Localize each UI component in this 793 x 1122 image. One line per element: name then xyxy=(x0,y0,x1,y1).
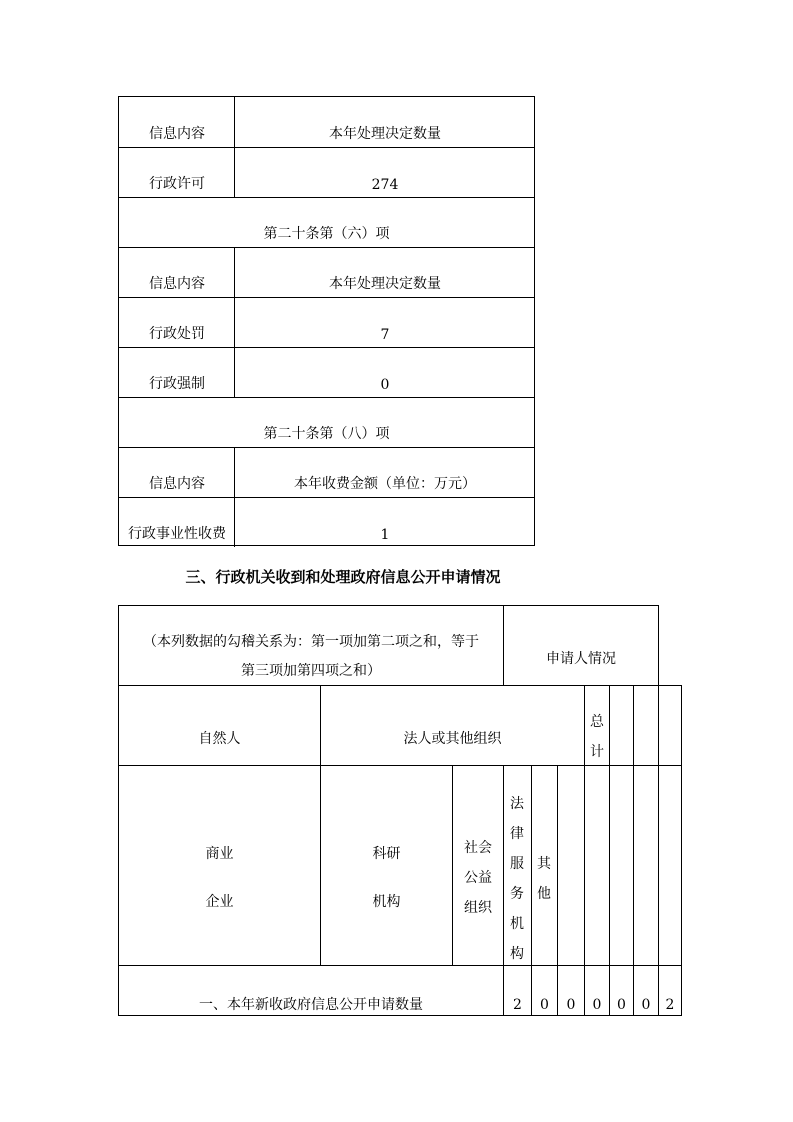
row-admin-penalty-value: 7 xyxy=(380,327,390,343)
research-institution-line-1: 科研 xyxy=(372,846,401,862)
header-info-content: 信息内容 xyxy=(149,126,205,142)
row-new-applications-value-3: 0 xyxy=(566,997,576,1013)
row-new-applications-value-1: 2 xyxy=(513,997,522,1013)
note-line-1: （本列数据的勾稽关系为：第一项加第二项之和，等于 xyxy=(143,634,479,650)
row-admin-license-value: 274 xyxy=(371,177,399,193)
legal-service-char-5: 机 xyxy=(510,916,524,932)
other-char-2: 他 xyxy=(537,886,551,902)
row-admin-fee-label: 行政事业性收费 xyxy=(128,526,226,542)
row-new-applications-value-4: 0 xyxy=(592,997,602,1013)
other-char-1: 其 xyxy=(537,856,551,872)
section-article-20-8: 第二十条第（八）项 xyxy=(263,426,390,442)
applicant-header: 申请人情况 xyxy=(546,651,616,667)
row-new-applications-value-6: 0 xyxy=(641,997,651,1013)
header-decision-count-2: 本年处理决定数量 xyxy=(329,276,441,292)
section-title: 三、行政机关收到和处理政府信息公开申请情况 xyxy=(185,568,501,586)
row-admin-enforcement-label: 行政强制 xyxy=(149,376,205,392)
row-admin-license-label: 行政许可 xyxy=(149,176,205,192)
section-article-20-6: 第二十条第（六）项 xyxy=(263,226,390,242)
public-welfare-line-2: 公益 xyxy=(464,870,492,886)
legal-service-char-1: 法 xyxy=(510,796,524,812)
row-admin-fee-value: 1 xyxy=(380,527,390,543)
commercial-enterprise-line-2: 企业 xyxy=(205,894,234,910)
row-admin-penalty-label: 行政处罚 xyxy=(149,326,205,342)
header-info-content-3: 信息内容 xyxy=(149,476,205,492)
row-new-applications-label: 一、本年新收政府信息公开申请数量 xyxy=(199,997,423,1013)
legal-service-char-2: 律 xyxy=(510,826,524,842)
commercial-enterprise-line-1: 商业 xyxy=(205,846,234,862)
legal-org-header: 法人或其他组织 xyxy=(403,731,502,747)
row-new-applications-value-5: 0 xyxy=(617,997,626,1013)
research-institution-line-2: 机构 xyxy=(372,894,401,910)
decision-count-table xyxy=(118,96,535,546)
header-decision-count: 本年处理决定数量 xyxy=(329,126,441,142)
legal-service-char-3: 服 xyxy=(510,856,524,872)
total-header-char-1: 总 xyxy=(590,714,604,730)
row-new-applications-value-7: 2 xyxy=(665,997,675,1013)
note-line-2: 第三项加第四项之和） xyxy=(241,663,381,679)
header-info-content-2: 信息内容 xyxy=(149,276,205,292)
row-new-applications-value-2: 0 xyxy=(540,997,549,1013)
legal-service-char-4: 务 xyxy=(510,886,524,902)
header-fee-amount: 本年收费金额（单位：万元） xyxy=(294,476,476,492)
row-admin-enforcement-value: 0 xyxy=(380,377,390,393)
legal-service-char-6: 构 xyxy=(510,946,524,962)
public-welfare-line-3: 组织 xyxy=(464,900,492,916)
total-header-char-2: 计 xyxy=(590,744,604,760)
natural-person-header: 自然人 xyxy=(198,731,241,747)
public-welfare-line-1: 社会 xyxy=(464,840,492,856)
